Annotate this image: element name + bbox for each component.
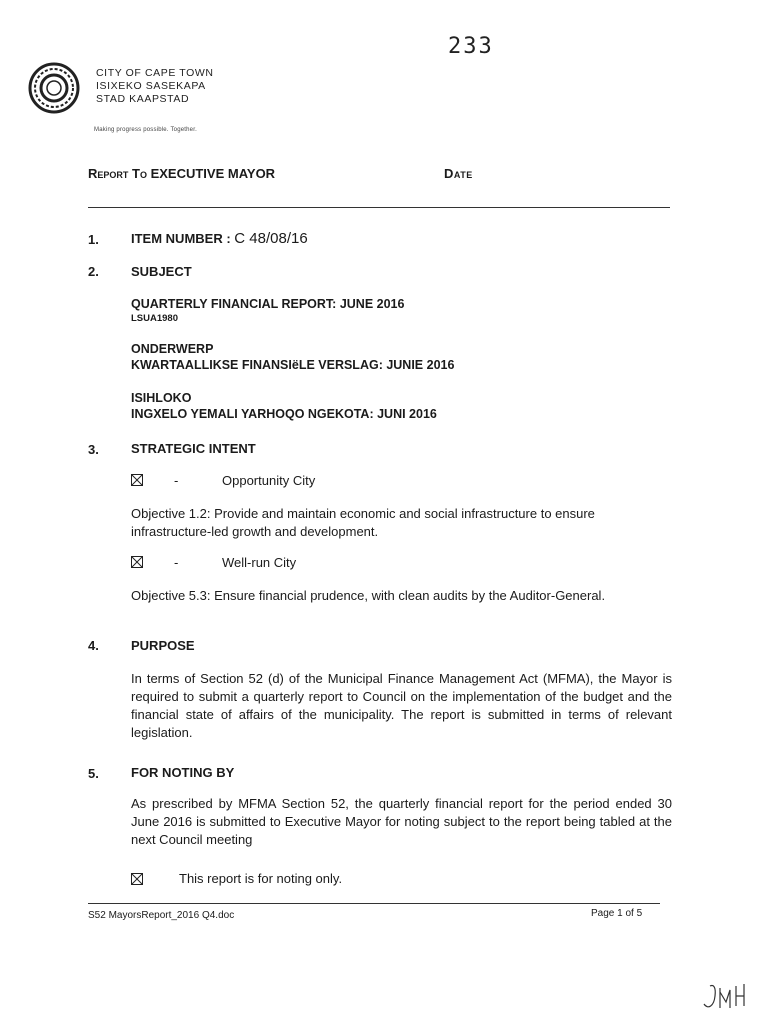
section-3-title: STRATEGIC INTENT	[131, 441, 256, 456]
signature-initials-icon	[700, 978, 750, 1016]
section-1-number: 1.	[88, 232, 99, 247]
checkbox-checked-icon	[131, 556, 143, 568]
noting-only-label: This report is for noting only.	[179, 871, 343, 886]
dash: -	[174, 555, 179, 570]
checkbox-checked-icon	[131, 873, 143, 885]
organisation-name	[96, 67, 214, 106]
subject-xhosa-label: ISIHLOKO	[131, 391, 192, 405]
org-line-af: STAD KAAPSTAD	[96, 93, 190, 105]
section-5-title: FOR NOTING BY	[131, 765, 235, 780]
item-number-value: C 48/08/16	[234, 230, 308, 247]
subject-afrikaans-label: ONDERWERP	[131, 342, 214, 356]
section-2-title: SUBJECT	[131, 264, 192, 279]
footer-filename: S52 MayorsReport_2016 Q4.doc	[88, 910, 235, 921]
report-code: LSUA1980	[131, 313, 178, 324]
section-4-number: 4.	[88, 638, 99, 653]
dash: -	[174, 473, 179, 488]
tagline: Making progress possible. Together.	[94, 127, 197, 133]
subject-xhosa: INGXELO YEMALI YARHOQO NGEKOTA: JUNI 2016	[131, 407, 437, 421]
purpose-text: In terms of Section 52 (d) of the Municipal Finance Management Act (MFMA), the Mayor is required to submit a quarterly report to Council on the implementation of the budget and the financial state of affairs of the municipality. The report is submitted in terms of relevant legislation.	[131, 671, 672, 740]
noting-text: As prescribed by MFMA Section 52, the quarterly financial report for the period ended 30 June 2016 is submitted to Executive Mayor for noting subject to the report being tabled at the next Council meeting	[131, 796, 672, 847]
footer-page-number: Page 1 of 5	[591, 908, 643, 919]
org-line-xh: ISIXEKO SASEKAPA	[96, 80, 206, 92]
org-line-en: CITY OF CAPE TOWN	[96, 67, 214, 79]
strategic-intent-label: Opportunity City	[222, 473, 316, 488]
section-4-title: PURPOSE	[131, 638, 195, 653]
objective-text: Objective 5.3: Ensure financial prudence, with clean audits by the Auditor-General.	[131, 588, 606, 603]
strategic-intent-label: Well-run City	[222, 555, 297, 570]
report-to-name: EXECUTIVE MAYOR	[150, 166, 276, 181]
objective-text: Objective 1.2: Provide and maintain economic and social infrastructure to ensure infrastructure-led growth and development.	[131, 506, 595, 539]
item-number-label: ITEM NUMBER :	[131, 231, 231, 246]
section-3-number: 3.	[88, 442, 99, 457]
report-to-prefix: Report To	[88, 166, 147, 181]
report-to	[88, 166, 275, 181]
item-number-row	[131, 230, 308, 247]
section-2-number: 2.	[88, 264, 99, 279]
checkbox-checked-icon	[131, 474, 143, 486]
section-5-number: 5.	[88, 766, 99, 781]
subject-english: QUARTERLY FINANCIAL REPORT: JUNE 2016	[131, 297, 405, 311]
handwritten-page-number: 233	[448, 34, 494, 59]
divider	[88, 207, 670, 208]
footer-divider	[88, 903, 660, 904]
subject-afrikaans: KWARTAALLIKSE FINANSIëLE VERSLAG: JUNIE 2016	[131, 358, 455, 372]
date-label: Date	[444, 166, 473, 181]
city-logo-icon	[28, 62, 80, 114]
